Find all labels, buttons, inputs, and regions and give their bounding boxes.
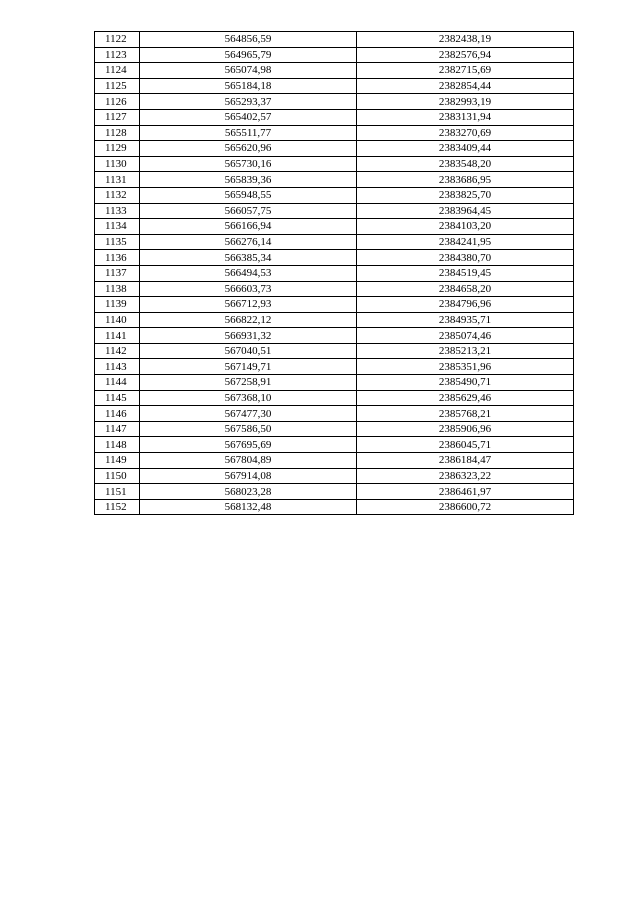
x-coordinate-cell: 567477,30 bbox=[140, 406, 357, 422]
point-number-cell: 1151 bbox=[95, 484, 140, 500]
table-row bbox=[95, 94, 574, 110]
table-row bbox=[95, 390, 574, 406]
y-coordinate-cell: 2385213,21 bbox=[357, 343, 574, 359]
point-number-cell: 1152 bbox=[95, 499, 140, 515]
point-number-cell: 1135 bbox=[95, 234, 140, 250]
x-coordinate-cell: 567368,10 bbox=[140, 390, 357, 406]
point-number-cell: 1130 bbox=[95, 156, 140, 172]
table-row bbox=[95, 359, 574, 375]
point-number-cell: 1129 bbox=[95, 141, 140, 157]
x-coordinate-cell: 567695,69 bbox=[140, 437, 357, 453]
y-coordinate-cell: 2386461,97 bbox=[357, 484, 574, 500]
y-coordinate-cell: 2385490,71 bbox=[357, 375, 574, 391]
point-number-cell: 1143 bbox=[95, 359, 140, 375]
point-number-cell: 1125 bbox=[95, 78, 140, 94]
y-coordinate-cell: 2384380,70 bbox=[357, 250, 574, 266]
point-number-cell: 1136 bbox=[95, 250, 140, 266]
table-row bbox=[95, 156, 574, 172]
y-coordinate-cell: 2383409,44 bbox=[357, 141, 574, 157]
table-row bbox=[95, 406, 574, 422]
point-number-cell: 1126 bbox=[95, 94, 140, 110]
point-number-cell: 1144 bbox=[95, 375, 140, 391]
x-coordinate-cell: 566057,75 bbox=[140, 203, 357, 219]
y-coordinate-cell: 2382576,94 bbox=[357, 47, 574, 63]
table-row bbox=[95, 375, 574, 391]
table-row bbox=[95, 343, 574, 359]
y-coordinate-cell: 2385768,21 bbox=[357, 406, 574, 422]
point-number-cell: 1147 bbox=[95, 421, 140, 437]
y-coordinate-cell: 2385629,46 bbox=[357, 390, 574, 406]
x-coordinate-cell: 565184,18 bbox=[140, 78, 357, 94]
point-number-cell: 1134 bbox=[95, 219, 140, 235]
point-number-cell: 1141 bbox=[95, 328, 140, 344]
point-number-cell: 1142 bbox=[95, 343, 140, 359]
table-row bbox=[95, 484, 574, 500]
table-row bbox=[95, 47, 574, 63]
table-row bbox=[95, 281, 574, 297]
x-coordinate-cell: 566603,73 bbox=[140, 281, 357, 297]
y-coordinate-cell: 2382854,44 bbox=[357, 78, 574, 94]
table-row bbox=[95, 328, 574, 344]
point-number-cell: 1124 bbox=[95, 63, 140, 79]
y-coordinate-cell: 2383131,94 bbox=[357, 109, 574, 125]
x-coordinate-cell: 568023,28 bbox=[140, 484, 357, 500]
y-coordinate-cell: 2384103,20 bbox=[357, 219, 574, 235]
table-row bbox=[95, 172, 574, 188]
x-coordinate-cell: 566385,34 bbox=[140, 250, 357, 266]
point-number-cell: 1149 bbox=[95, 453, 140, 469]
x-coordinate-cell: 565402,57 bbox=[140, 109, 357, 125]
table-row bbox=[95, 250, 574, 266]
point-number-cell: 1131 bbox=[95, 172, 140, 188]
point-number-cell: 1148 bbox=[95, 437, 140, 453]
y-coordinate-cell: 2384658,20 bbox=[357, 281, 574, 297]
y-coordinate-cell: 2384935,71 bbox=[357, 312, 574, 328]
x-coordinate-cell: 565074,98 bbox=[140, 63, 357, 79]
point-number-cell: 1122 bbox=[95, 32, 140, 48]
x-coordinate-cell: 566822,12 bbox=[140, 312, 357, 328]
y-coordinate-cell: 2385074,46 bbox=[357, 328, 574, 344]
point-number-cell: 1137 bbox=[95, 265, 140, 281]
point-number-cell: 1140 bbox=[95, 312, 140, 328]
y-coordinate-cell: 2386045,71 bbox=[357, 437, 574, 453]
x-coordinate-cell: 566494,53 bbox=[140, 265, 357, 281]
y-coordinate-cell: 2384519,45 bbox=[357, 265, 574, 281]
y-coordinate-cell: 2386184,47 bbox=[357, 453, 574, 469]
y-coordinate-cell: 2382993,19 bbox=[357, 94, 574, 110]
y-coordinate-cell: 2383548,20 bbox=[357, 156, 574, 172]
table-row bbox=[95, 234, 574, 250]
y-coordinate-cell: 2382438,19 bbox=[357, 32, 574, 48]
x-coordinate-cell: 565839,36 bbox=[140, 172, 357, 188]
x-coordinate-cell: 567258,91 bbox=[140, 375, 357, 391]
point-number-cell: 1146 bbox=[95, 406, 140, 422]
coordinates-table bbox=[94, 31, 574, 515]
x-coordinate-cell: 567149,71 bbox=[140, 359, 357, 375]
y-coordinate-cell: 2382715,69 bbox=[357, 63, 574, 79]
x-coordinate-cell: 567040,51 bbox=[140, 343, 357, 359]
coordinates-table-body bbox=[95, 32, 574, 515]
table-row bbox=[95, 265, 574, 281]
x-coordinate-cell: 566931,32 bbox=[140, 328, 357, 344]
y-coordinate-cell: 2385906,96 bbox=[357, 421, 574, 437]
table-row bbox=[95, 141, 574, 157]
table-row bbox=[95, 32, 574, 48]
table-row bbox=[95, 125, 574, 141]
y-coordinate-cell: 2386600,72 bbox=[357, 499, 574, 515]
point-number-cell: 1138 bbox=[95, 281, 140, 297]
y-coordinate-cell: 2385351,96 bbox=[357, 359, 574, 375]
table-row bbox=[95, 63, 574, 79]
table-row bbox=[95, 421, 574, 437]
table-row bbox=[95, 468, 574, 484]
table-row bbox=[95, 219, 574, 235]
x-coordinate-cell: 565730,16 bbox=[140, 156, 357, 172]
x-coordinate-cell: 566276,14 bbox=[140, 234, 357, 250]
x-coordinate-cell: 567804,89 bbox=[140, 453, 357, 469]
point-number-cell: 1132 bbox=[95, 187, 140, 203]
y-coordinate-cell: 2383964,45 bbox=[357, 203, 574, 219]
table-row bbox=[95, 78, 574, 94]
table-row bbox=[95, 453, 574, 469]
x-coordinate-cell: 567586,50 bbox=[140, 421, 357, 437]
x-coordinate-cell: 568132,48 bbox=[140, 499, 357, 515]
x-coordinate-cell: 565511,77 bbox=[140, 125, 357, 141]
y-coordinate-cell: 2384796,96 bbox=[357, 297, 574, 313]
table-row bbox=[95, 499, 574, 515]
x-coordinate-cell: 567914,08 bbox=[140, 468, 357, 484]
table-row bbox=[95, 437, 574, 453]
x-coordinate-cell: 565293,37 bbox=[140, 94, 357, 110]
x-coordinate-cell: 565620,96 bbox=[140, 141, 357, 157]
x-coordinate-cell: 564856,59 bbox=[140, 32, 357, 48]
table-row bbox=[95, 203, 574, 219]
y-coordinate-cell: 2383825,70 bbox=[357, 187, 574, 203]
table-row bbox=[95, 297, 574, 313]
x-coordinate-cell: 565948,55 bbox=[140, 187, 357, 203]
y-coordinate-cell: 2383686,95 bbox=[357, 172, 574, 188]
y-coordinate-cell: 2386323,22 bbox=[357, 468, 574, 484]
x-coordinate-cell: 564965,79 bbox=[140, 47, 357, 63]
y-coordinate-cell: 2384241,95 bbox=[357, 234, 574, 250]
point-number-cell: 1123 bbox=[95, 47, 140, 63]
x-coordinate-cell: 566712,93 bbox=[140, 297, 357, 313]
point-number-cell: 1150 bbox=[95, 468, 140, 484]
point-number-cell: 1139 bbox=[95, 297, 140, 313]
y-coordinate-cell: 2383270,69 bbox=[357, 125, 574, 141]
table-row bbox=[95, 187, 574, 203]
point-number-cell: 1145 bbox=[95, 390, 140, 406]
point-number-cell: 1133 bbox=[95, 203, 140, 219]
x-coordinate-cell: 566166,94 bbox=[140, 219, 357, 235]
table-row bbox=[95, 312, 574, 328]
point-number-cell: 1127 bbox=[95, 109, 140, 125]
point-number-cell: 1128 bbox=[95, 125, 140, 141]
table-row bbox=[95, 109, 574, 125]
